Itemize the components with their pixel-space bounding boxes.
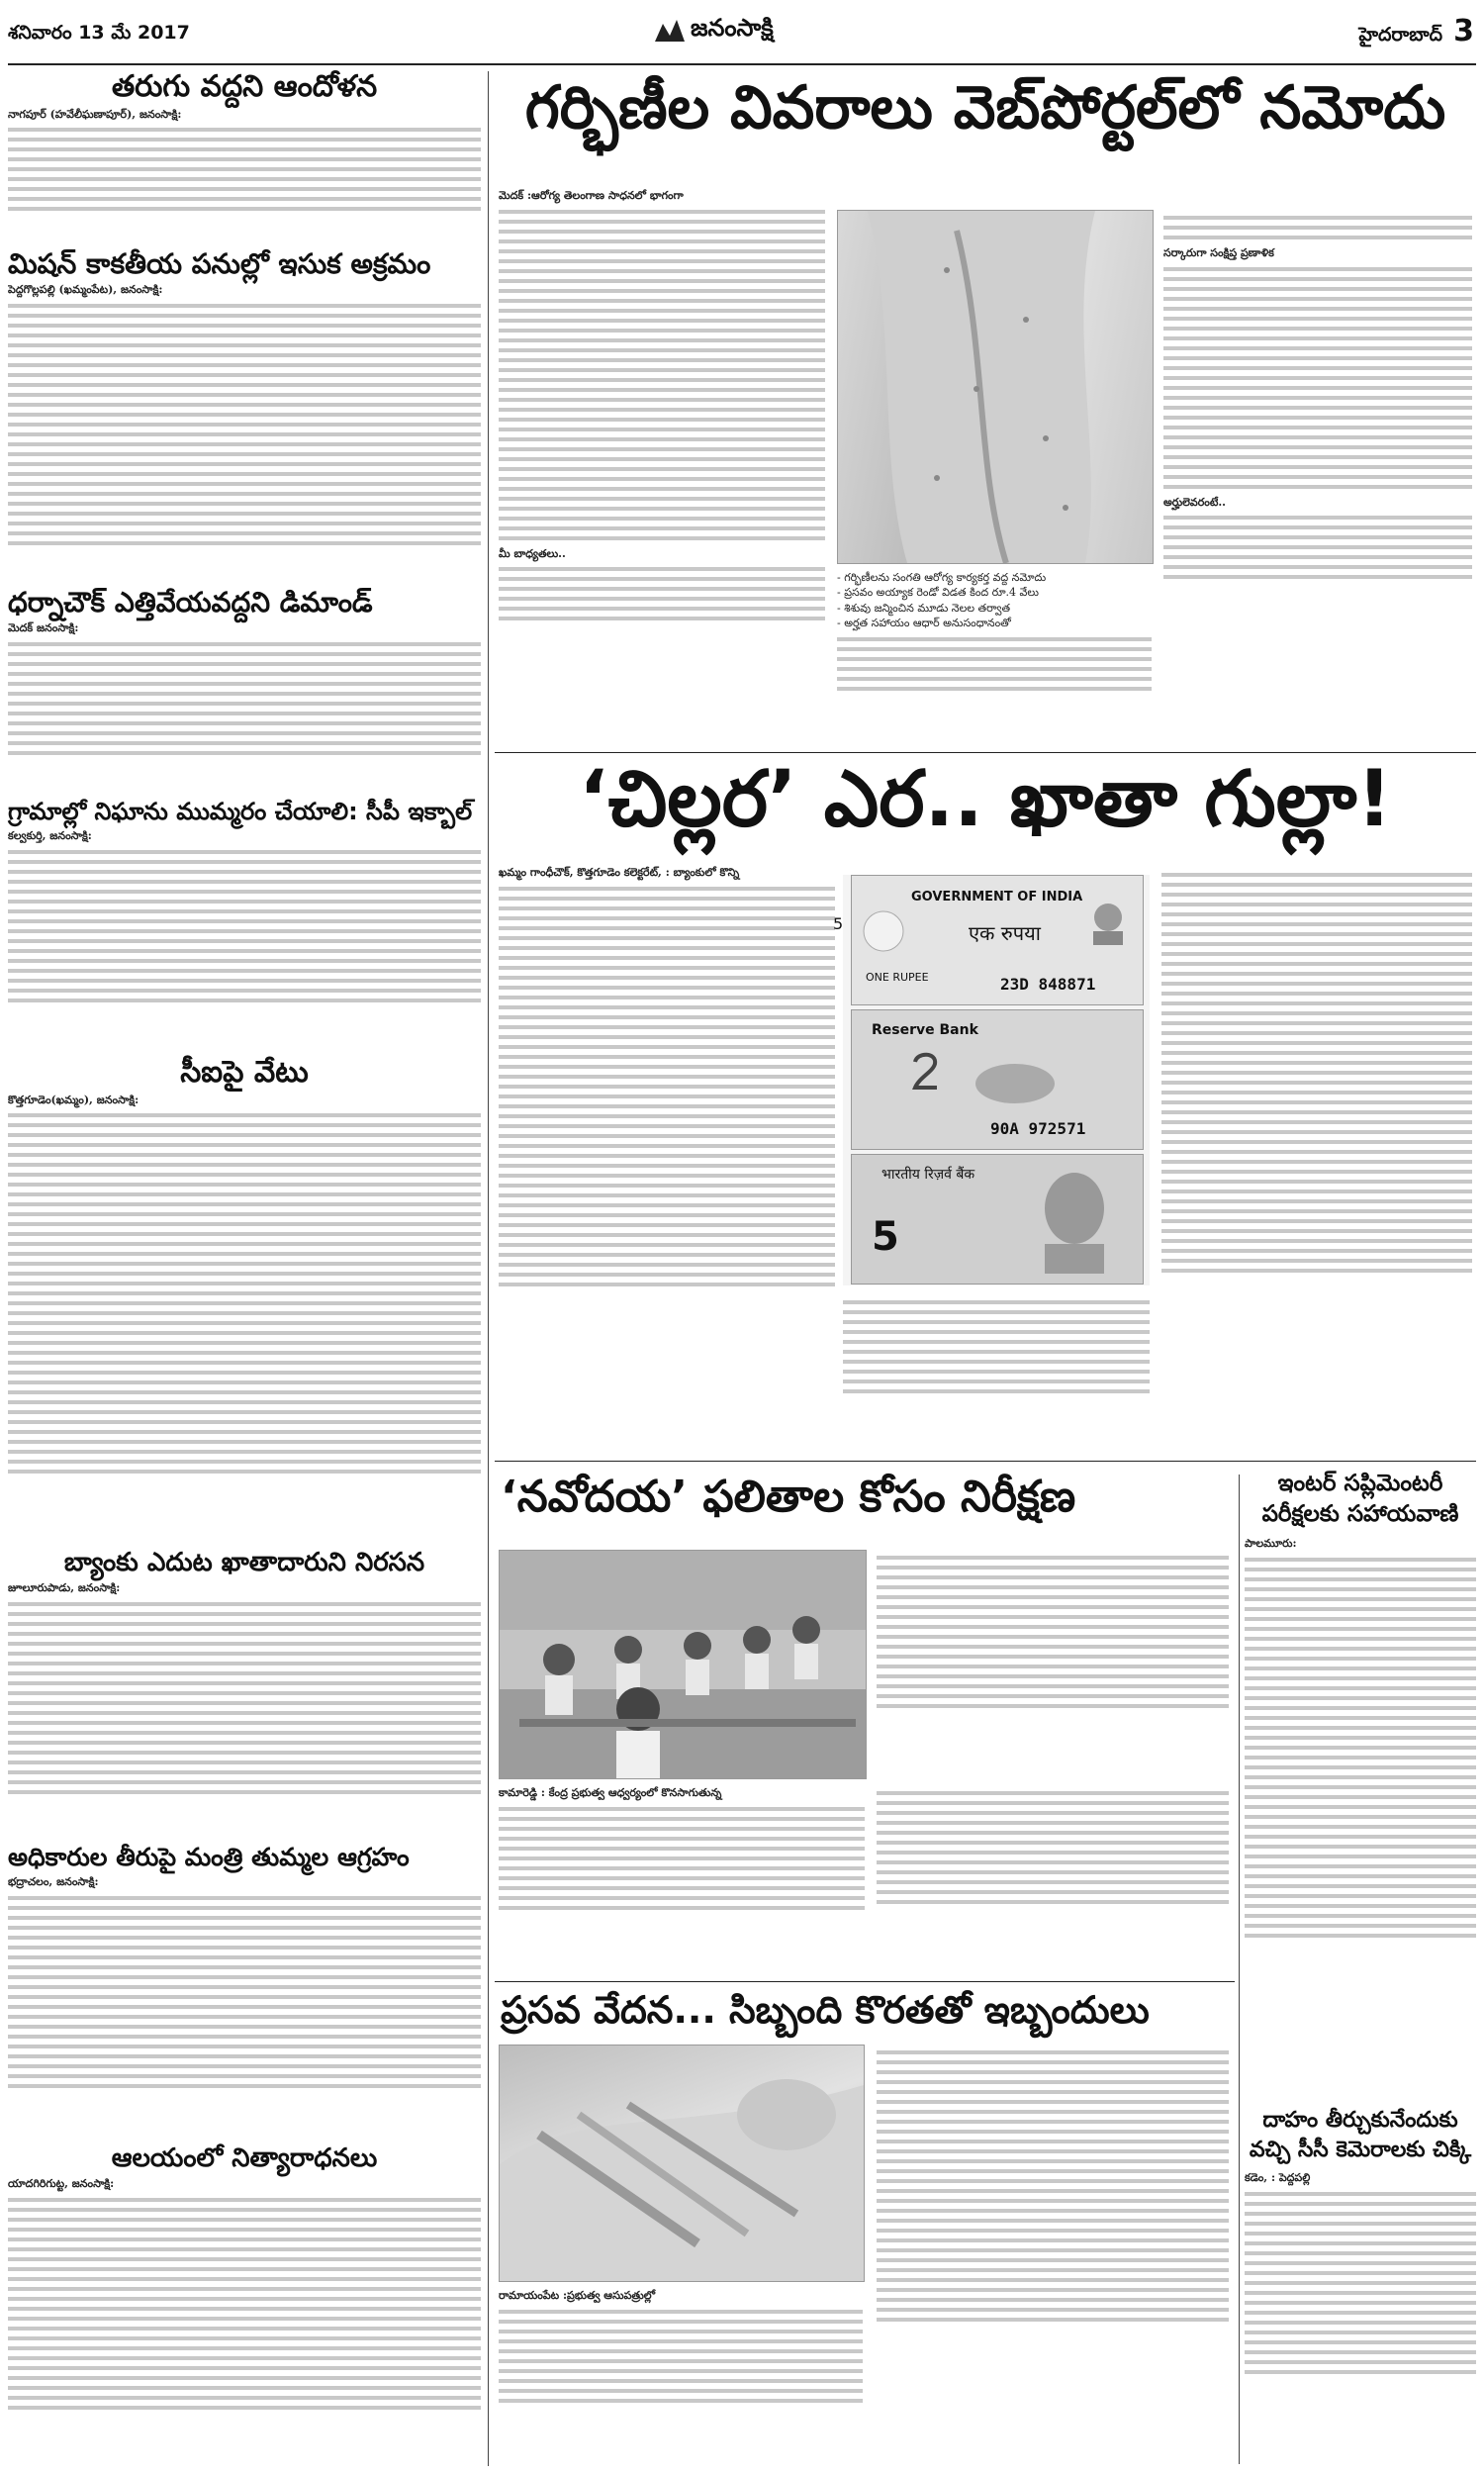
- maternity-headline: ప్రసవ వేదన... సిబ్బంది కొరతతో ఇబ్బందులు: [501, 1988, 1150, 2032]
- cctv-dateline: కడెం, : పెద్దపల్లి: [1245, 2171, 1311, 2185]
- navodaya-right-text: [877, 1550, 1229, 1714]
- cctv-headline: దాహం తీర్చుకునేందుకు వచ్చి సీసీ కెమెరాలకు చిక్కి: [1249, 2108, 1472, 2162]
- logo-text: జనంసాక్షి: [691, 14, 774, 42]
- coins-headline: ‘చిల్లర’ ఎర.. ఖాతా గుల్లా!: [579, 755, 1392, 844]
- patient-lying-icon: [500, 2046, 864, 2281]
- story-temple-title: ఆలయంలో నిత్యారాధనలు: [111, 2143, 378, 2173]
- maternity-col-2-text: [877, 2045, 1229, 2328]
- lead-col-1-text: [499, 204, 825, 546]
- note1-hindi-text: एक रुपया: [969, 921, 1041, 945]
- story-ci-suspension: [8, 1057, 481, 1546]
- story-sand-dateline: పెద్దగొల్లపల్లి (ఖమ్మంపేట), జనంసాక్షి:: [8, 283, 163, 297]
- saree-figure-icon: [838, 211, 1153, 563]
- lead-col-3: [1163, 210, 1472, 744]
- lead-col-3-text-2: [1163, 261, 1472, 495]
- numeral-two-icon: [911, 1050, 941, 1090]
- story-surveillance: [8, 800, 481, 1055]
- banknote-photo: [833, 875, 1150, 1285]
- coins-col-2-lower: [843, 1294, 1150, 1451]
- navodaya-bottom-left-text: [499, 1801, 865, 1916]
- side-marker: 5: [833, 914, 844, 933]
- inter-dateline: పాలమూరు:: [1245, 1537, 1297, 1551]
- coins-col-3-text: [1161, 867, 1472, 1279]
- patient-photo: [499, 2045, 865, 2282]
- lead-caption-2: - ప్రసవం అయ్యాక రెండో విడత కింద రూ.4 వేలు: [837, 586, 1039, 600]
- lead-col-3-text-3: [1163, 510, 1472, 585]
- page-number: 3: [1453, 14, 1474, 48]
- story-dharnachowk: [8, 588, 481, 796]
- lead-photo-pregnant-woman: [837, 210, 1154, 564]
- inter-story: [1245, 1469, 1476, 2102]
- lead-headline: గర్భిణీల వివరాలు వెబ్‌పోర్టల్‌లో నమోదు: [524, 73, 1446, 143]
- inter-headline: ఇంటర్ సప్లిమెంటరీ పరీక్షలకు సహాయవాణి: [1261, 1471, 1459, 1528]
- story-temple-dateline: యాదగిరిగుట్ట, జనంసాక్షి:: [8, 2177, 115, 2191]
- story-ci-suspension-dateline: కొత్తగూడెం(ఖమ్మం), జనంసాక్షి:: [8, 1093, 139, 1106]
- story-sand: [8, 249, 481, 584]
- classroom-photo: [499, 1550, 867, 1779]
- maternity-col-1-text: [499, 2304, 863, 2409]
- story-protest: [8, 71, 481, 249]
- story-protest-text: [8, 122, 481, 217]
- coins-dateline: ఖమ్మం గాంధీచౌక్, కొత్తగూడెం కలెక్టరేట్, : బ్యాంకులో కొన్ని: [499, 866, 740, 879]
- coins-col-1: [499, 865, 835, 1459]
- issue-date: శనివారం 13 మే 2017: [8, 22, 190, 44]
- story-sand-title: మిషన్ కాకతీయ పనుల్లో ఇసుక అక్రమం: [8, 247, 431, 280]
- maternity-dateline: రామాయంపేట :ప్రభుత్వ ఆసుపత్రుల్లో: [499, 2289, 656, 2302]
- lead-caption-block: [837, 570, 1152, 748]
- tiger-vignette-icon: [971, 1050, 1060, 1109]
- story-sand-text: [8, 298, 481, 551]
- maternity-col-2: [877, 2045, 1229, 2460]
- lead-story: [495, 71, 1476, 754]
- masthead: [0, 0, 1484, 59]
- lead-dateline: మెదక్ :ఆరోగ్య తెలంగాణ సాధనలో భాగంగా: [499, 189, 684, 202]
- logo-emblem-icon: [653, 16, 687, 46]
- coins-col-3: [1161, 867, 1472, 1451]
- cctv-text: [1245, 2186, 1476, 2380]
- left-column: [8, 71, 481, 2466]
- note2-serial: 90A 972571: [990, 1119, 1086, 1138]
- cctv-story: [1245, 2106, 1476, 2466]
- story-bank-protest-text: [8, 1596, 481, 1800]
- lead-sub-plan: సర్కారుగా సంక్షిప్త ప్రణాళిక: [1163, 246, 1274, 259]
- maternity-col-1: [499, 2045, 865, 2460]
- maternity-top-rule: [495, 1981, 1235, 1982]
- story-temple-text: [8, 2192, 481, 2416]
- lead-col-3-text: [1163, 210, 1472, 245]
- note3-value: 5: [872, 1214, 899, 1260]
- lead-bottom-rule: [495, 752, 1476, 753]
- lead-sub-eligible: అర్హులెవరంటే..: [1163, 495, 1226, 509]
- masthead-logo: [653, 12, 851, 49]
- story-surveillance-text: [8, 844, 481, 1008]
- navodaya-headline: ‘నవోదయ’ ఫలితాల కోసం నిరీక్షణ: [501, 1472, 1076, 1522]
- coins-col-2-text: [843, 1294, 1150, 1399]
- watermark-circle-icon: [862, 909, 905, 953]
- lead-col-1: [499, 188, 825, 742]
- navodaya-story: [495, 1465, 1233, 1979]
- right-sidebar-divider: [1239, 1475, 1240, 2464]
- story-dharnachowk-text: [8, 636, 481, 761]
- story-bank-protest: [8, 1550, 481, 1839]
- gandhi-portrait-icon: [1030, 1165, 1119, 1274]
- navodaya-bottom-left: [499, 1785, 865, 1973]
- story-ci-suspension-title: సీఐపై వేటు: [180, 1055, 309, 1090]
- lead-caption-text: [837, 631, 1152, 697]
- story-minister-text: [8, 1890, 481, 2094]
- lead-col-1-text-2: [499, 561, 825, 626]
- story-minister-title: అధికారుల తీరుపై మంత్రి తుమ్మల ఆగ్రహం: [8, 1843, 410, 1871]
- coins-bottom-rule: [495, 1461, 1476, 1462]
- story-protest-dateline: నాగపూర్ (హవేలీఘణాపూర్), జనంసాక్షి:: [8, 107, 182, 121]
- two-rupee-note: [851, 1009, 1144, 1150]
- one-rupee-note: [851, 875, 1144, 1005]
- story-dharnachowk-dateline: మెదక్ జనంసాక్షి:: [8, 621, 79, 635]
- note2-label: Reserve Bank: [872, 1022, 978, 1038]
- story-ci-suspension-text: [8, 1107, 481, 1479]
- inter-text: [1245, 1552, 1476, 1944]
- left-column-divider: [488, 71, 489, 2466]
- navodaya-bottom-right-text: [877, 1785, 1229, 1910]
- students-in-class-icon: [500, 1551, 866, 1778]
- story-bank-protest-dateline: జూలూరుపాడు, జనంసాక్షి:: [8, 1581, 121, 1595]
- story-surveillance-title: గ్రామాల్లో నిఘాను ముమ్మరం చేయాలి: సీపీ ఇక్బాల్: [8, 798, 473, 825]
- lead-sub-responsibilities: మీ బాధ్యతలు..: [499, 546, 566, 560]
- maternity-story: [495, 1985, 1233, 2466]
- story-minister-dateline: భద్రాచలం, జనంసాక్షి:: [8, 1875, 99, 1889]
- lead-caption-1: - గర్భిణీలను సంగతి ఆరోగ్య కార్యకర్త వద్ద నమోదు: [837, 571, 1047, 584]
- city-name: హైదరాబాద్: [1358, 24, 1443, 46]
- story-minister: [8, 1845, 481, 2141]
- story-surveillance-dateline: కల్వకుర్తి, జనంసాక్షి:: [8, 829, 92, 843]
- story-dharnachowk-title: ధర్నాచౌక్ ఎత్తివేయవద్దని డిమాండ్: [8, 586, 373, 618]
- ashoka-emblem-icon: [1083, 892, 1133, 951]
- note1-label: ONE RUPEE: [866, 971, 929, 984]
- navodaya-bottom-right: [877, 1785, 1229, 1973]
- navodaya-dateline: కామారెడ్డి : కేంద్ర ప్రభుత్వ ఆధ్వర్యంలో కొనసాగుతున్న: [499, 1786, 722, 1799]
- masthead-rule: [8, 63, 1476, 65]
- story-protest-title: తరుగు వద్దని ఆందోళన: [111, 69, 378, 104]
- lead-caption-3: - శిశువు జన్మించిన మూడు నెలల తర్వాత: [837, 601, 1011, 615]
- lead-caption-4: - అర్హత సహాయం ఆధార్ అనుసంధానంతో: [837, 617, 1011, 630]
- navodaya-right-col: [877, 1550, 1229, 1777]
- note1-govt-text: GOVERNMENT OF INDIA: [911, 890, 1083, 904]
- note1-serial: 23D 848871: [1000, 975, 1096, 994]
- note3-label: भारतीय रिज़र्व बैंक: [881, 1167, 975, 1183]
- coins-story: [495, 756, 1476, 1459]
- note2-value: [911, 1050, 941, 1090]
- five-rupee-note: [851, 1154, 1144, 1285]
- story-bank-protest-title: బ్యాంకు ఎదుట ఖాతాదారుని నిరసన: [63, 1548, 425, 1577]
- city-and-page: [1358, 14, 1474, 50]
- story-temple: [8, 2145, 481, 2462]
- coins-col-1-text: [499, 881, 835, 1292]
